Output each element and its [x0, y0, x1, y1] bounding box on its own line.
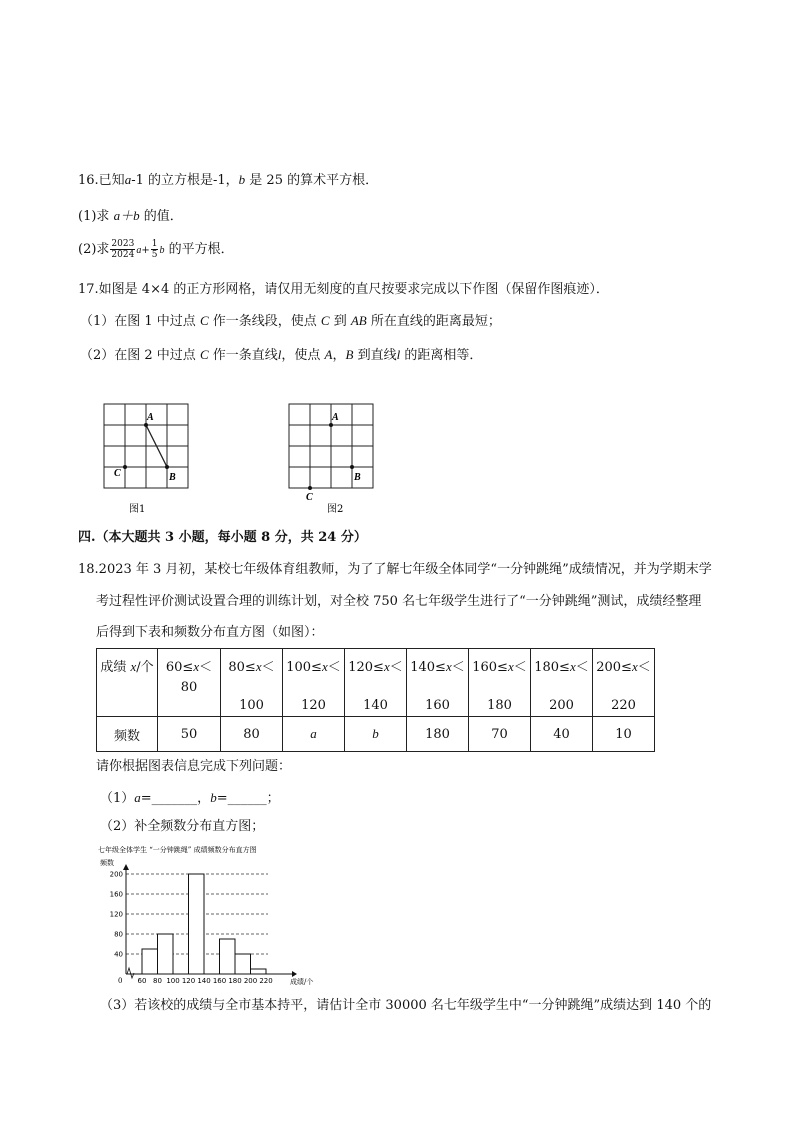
fig2-point-c [308, 486, 312, 490]
q17-p2-text-a: （2）在图 2 中过点 [80, 348, 200, 363]
fig1-point-c [123, 465, 127, 469]
chart-x-ticks [138, 977, 273, 985]
table-range-cell [283, 649, 345, 717]
histogram-bar-60-80 [142, 949, 158, 974]
q18-part3: （3）若该校的成绩与全市基本持平，请估计全市 30000 名七年级学生中“一分钟跳绳”成绩达到 140 个的 [100, 998, 712, 1013]
chart-title: 七年级全体学生 “一分钟跳绳” 成绩频数分布直方图 [98, 846, 257, 854]
table-freq-cell: 10 [593, 717, 655, 752]
histogram-chart [96, 840, 326, 990]
q18-stem-line3: 后得到下表和频数分布直方图（如图）： [96, 625, 324, 640]
table-range-cell [221, 649, 283, 717]
range-next: 120 [301, 698, 326, 713]
table-freq-cell: 180 [407, 717, 469, 752]
table-row-ranges [97, 649, 655, 717]
histogram-bar-200-220 [251, 969, 267, 974]
q18-p1-blank-b: =______； [216, 791, 280, 806]
range-hi: ＜ [575, 660, 589, 675]
fig1-label-b: B [169, 472, 176, 483]
q18-p1-blank-a: =_______， [140, 791, 211, 806]
chart-bars [142, 874, 266, 974]
range-lo: 120≤ [348, 660, 384, 675]
q17-p1-text-d: 所在直线的距离最短； [366, 314, 501, 329]
section-4-title: 四.（本大题共 3 小题，每小题 8 分，共 24 分） [78, 530, 367, 545]
frequency-table [96, 648, 655, 752]
range-var: x [569, 659, 576, 674]
x-tick-label: 100 [166, 977, 180, 985]
table-header-score [97, 649, 158, 717]
q18-p1-label: （1） [100, 791, 135, 806]
q16-frac2-num: 1 [151, 239, 158, 249]
range-lo: 200≤ [596, 660, 632, 675]
range-var: x [193, 659, 200, 674]
q16-fraction-2 [151, 239, 159, 260]
q17-p1-text-b: 作一条线段，使点 [208, 314, 321, 329]
range-lo: 80≤ [228, 660, 256, 675]
q16-part2 [78, 238, 234, 263]
table-freq-cell: 80 [221, 717, 283, 752]
q16-stem-mid2: 是 25 的算术平方根． [245, 173, 379, 188]
range-next: 220 [611, 698, 636, 713]
header-label-b: /个 [136, 660, 154, 675]
q16-p2-plus: + [141, 245, 150, 256]
table-freq-cell: 50 [158, 717, 221, 752]
fig2-caption: 图2 [327, 504, 344, 515]
q17-p2-point-a: A [324, 347, 333, 362]
fig2-point-a [329, 423, 333, 427]
q17-p1-point-c2: C [320, 313, 330, 328]
q16-p2-suffix: 的平方根． [164, 242, 234, 257]
q18-part1 [100, 789, 280, 808]
q16-frac2-den: 5 [151, 250, 158, 260]
range-hi: ＜ [261, 660, 275, 675]
fig2-point-b [350, 465, 354, 469]
q18-instruction: 请你根据图表信息完成下列问题： [96, 759, 292, 774]
range-hi: ＜ [389, 660, 403, 675]
x-tick-label: 200 [243, 977, 258, 985]
chart-y-ticks [110, 871, 123, 959]
q17-p2-text-d: ， [332, 348, 346, 363]
q17-p2-text-c: ，使点 [281, 348, 325, 363]
q18-stem-line1: 18.2023 年 3 月初，某校七年级体育组教师，为了了解七年级全体同学“一分钟跳绳”成绩情况，并为学期末学 [78, 562, 712, 577]
y-tick-label: 80 [114, 930, 123, 939]
y-tick-label: 200 [109, 870, 123, 879]
fig1-point-b [165, 465, 169, 469]
fig2-label-c: C [306, 492, 313, 503]
range-next: 200 [549, 698, 574, 713]
q16-p2-var-b: b [159, 245, 165, 256]
chart-ylabel: 频数 [100, 859, 114, 867]
x-tick-label: 180 [228, 977, 242, 985]
histogram-bar-180-200 [235, 954, 251, 974]
range-var: x [255, 659, 262, 674]
range-next: 180 [487, 698, 512, 713]
range-hi: ＜ [451, 660, 465, 675]
q16-var-b: b [238, 172, 246, 187]
fig1-label-a: A [147, 412, 154, 423]
range-var: x [321, 659, 328, 674]
table-freq-cell: 40 [531, 717, 593, 752]
y-tick-label: 120 [109, 910, 123, 919]
q17-part2 [80, 346, 482, 365]
range-hi: ＜ [327, 660, 341, 675]
q16-fraction-1 [110, 239, 135, 260]
q17-p1-segment-ab: AB [350, 313, 367, 328]
q17-p2-text-e: 到直线 [353, 348, 397, 363]
range-lo: 100≤ [286, 660, 322, 675]
fig2-label-b: B [354, 472, 361, 483]
q17-part1 [80, 312, 501, 331]
y-axis-arrow-icon [123, 864, 129, 870]
q17-p1-point-c: C [199, 313, 209, 328]
q16-stem-mid1: -1 的立方根是-1， [131, 173, 239, 188]
table-row-frequencies [97, 717, 655, 752]
fig1-label-c: C [114, 468, 121, 479]
range-next: 100 [239, 698, 264, 713]
table-range-cell [345, 649, 407, 717]
x-tick-label: 220 [259, 977, 273, 985]
range-lo: 160≤ [472, 660, 508, 675]
q16-var-a: a [124, 172, 132, 187]
q16-part1 [78, 207, 183, 226]
histogram-bar-80-100 [158, 934, 174, 974]
y-tick-label: 40 [114, 950, 123, 959]
header-label-x: x [130, 659, 137, 674]
header-label-a: 成绩 [100, 660, 131, 675]
q18-part2: （2）补全频数分布直方图； [100, 819, 265, 834]
table-range-cell [158, 649, 221, 717]
q18-p1-var-a: a [134, 790, 141, 805]
q16-frac1-den: 2024 [111, 250, 135, 260]
q17-p2-text-b: 作一条直线 [208, 348, 278, 363]
table-freq-cell-a: a [283, 717, 345, 752]
x-tick-label: 60 [137, 977, 147, 985]
q17-p2-text-f: 的距离相等． [400, 348, 483, 363]
x-tick-label: 140 [197, 977, 211, 985]
q16-stem [78, 171, 378, 190]
table-header-frequency: 频数 [97, 717, 158, 752]
q17-p2-point-b: B [345, 347, 354, 362]
histogram-bar-120-140 [189, 874, 205, 974]
q16-p1-expr: a＋b [113, 208, 140, 223]
range-hi: ＜80 [180, 660, 213, 695]
q18-stem-line2: 考过程性评价测试设置合理的训练计划，对全校 750 名七年级学生进行了“一分钟跳绳”测试，成绩经整理 [96, 594, 702, 609]
range-var: x [445, 659, 452, 674]
q18-p1-var-b: b [210, 790, 217, 805]
range-lo: 140≤ [410, 660, 446, 675]
x-tick-label: 160 [212, 977, 227, 985]
table-range-cell [593, 649, 655, 717]
table-freq-cell: 70 [469, 717, 531, 752]
q17-p2-line-l: l [277, 347, 282, 362]
x-tick-label: 80 [153, 977, 162, 985]
range-next: 140 [363, 698, 388, 713]
chart-xlabel: 成绩/个 [290, 978, 314, 986]
q17-figure-2 [281, 396, 381, 518]
range-next: 160 [425, 698, 450, 713]
table-range-cell [531, 649, 593, 717]
q17-stem: 17.如图是 4×4 的正方形网格，请仅用无刻度的直尺按要求完成以下作图（保留作图痕迹）． [78, 282, 609, 297]
axis-break-icon [127, 968, 134, 978]
x-tick-label: 120 [181, 977, 196, 985]
q16-p2-prefix: (2)求 [78, 242, 110, 257]
x-axis-arrow-icon [292, 971, 297, 977]
fig1-caption: 图1 [129, 504, 146, 515]
range-lo: 60≤ [165, 660, 194, 675]
q16-stem-prefix: 16.已知 [78, 173, 125, 188]
histogram-bar-160-180 [220, 939, 236, 974]
q16-p1-suffix: 的值． [139, 209, 183, 224]
q16-p2-var-a: a [136, 245, 142, 256]
fig1-point-a [144, 423, 148, 427]
range-var: x [383, 659, 390, 674]
q17-p1-text-a: （1）在图 1 中过点 [80, 314, 200, 329]
q16-p1-prefix: (1)求 [78, 209, 114, 224]
table-range-cell [407, 649, 469, 717]
table-range-cell [469, 649, 531, 717]
fig2-label-a: A [332, 412, 339, 423]
range-lo: 180≤ [534, 660, 570, 675]
q17-p2-point-c: C [199, 347, 209, 362]
range-var: x [507, 659, 514, 674]
range-hi: ＜ [513, 660, 527, 675]
range-hi: ＜ [637, 660, 651, 675]
q17-p2-line-l2: l [396, 347, 401, 362]
chart-origin-label: 0 [118, 977, 123, 985]
q17-p1-text-c: 到 [329, 314, 351, 329]
q16-frac1-num: 2023 [111, 239, 135, 249]
q17-figure-1 [96, 396, 196, 518]
range-var: x [631, 659, 638, 674]
y-tick-label: 160 [109, 890, 123, 899]
table-freq-cell-b: b [345, 717, 407, 752]
